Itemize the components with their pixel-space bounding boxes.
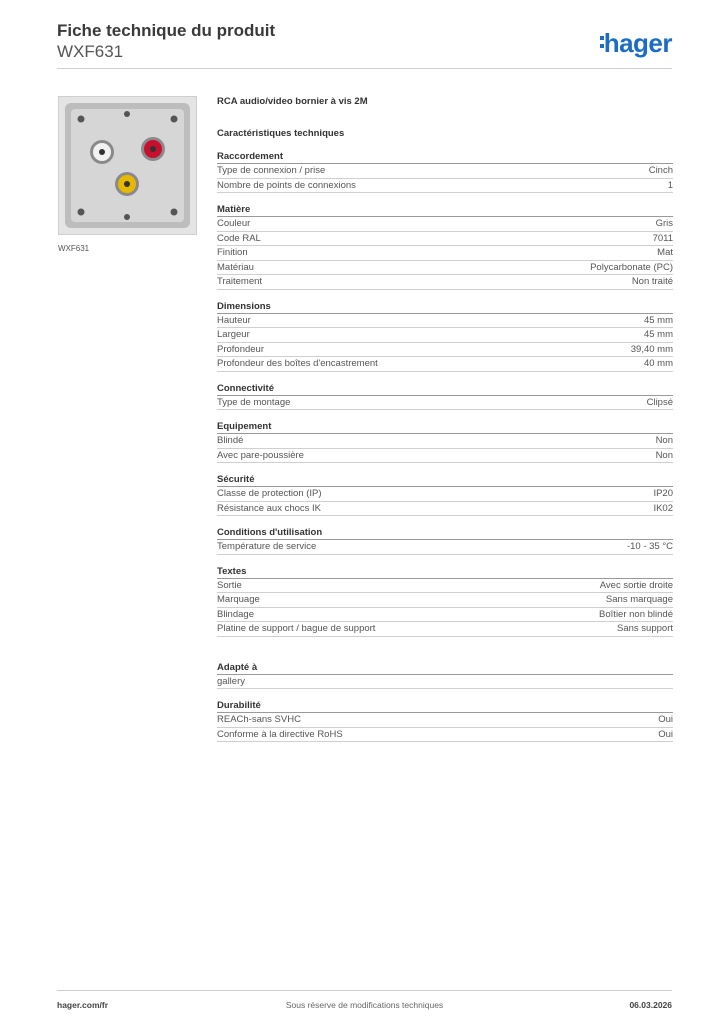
- product-reference: WXF631: [57, 42, 124, 61]
- spec-row: [217, 246, 673, 261]
- spec-value: Sans marquage: [605, 594, 673, 605]
- section-title: Durabilité: [217, 699, 673, 713]
- spec-value: 1: [667, 179, 673, 191]
- section-title: Conditions d'utilisation: [217, 526, 673, 540]
- section-title: Textes: [217, 565, 673, 579]
- spec-section: [217, 203, 673, 290]
- section-title: Matière: [217, 203, 673, 217]
- section-title: Adapté à: [217, 661, 673, 675]
- section-title: Equipement: [217, 420, 673, 434]
- spec-label: Avec pare-poussière: [217, 449, 304, 461]
- spec-value: IK02: [653, 502, 673, 514]
- spec-label: Finition: [217, 247, 248, 258]
- spec-row: [217, 217, 673, 232]
- spec-label: Marquage: [217, 594, 260, 605]
- section-spacer: [217, 647, 673, 661]
- spec-row: [217, 343, 673, 358]
- document-title: Fiche technique du produit: [57, 21, 276, 40]
- spec-section: [217, 420, 673, 463]
- spec-row: [217, 164, 673, 179]
- specifications-heading: Caractéristiques techniques: [217, 128, 345, 139]
- spec-value: Gris: [655, 218, 673, 229]
- spec-label: Nombre de points de connexions: [217, 179, 356, 191]
- spec-label: Traitement: [217, 276, 263, 287]
- spec-row: [217, 328, 673, 343]
- product-image: [58, 96, 197, 235]
- spec-value: Avec sortie droite: [599, 579, 673, 591]
- spec-label: Blindage: [217, 608, 254, 620]
- spec-row: [217, 232, 673, 247]
- spec-section: [217, 699, 673, 742]
- spec-label: Type de connexion / prise: [217, 165, 326, 176]
- spec-label: Largeur: [217, 329, 250, 340]
- spec-section: [217, 473, 673, 516]
- logo-text: hager: [603, 28, 672, 58]
- spec-label: Type de montage: [217, 396, 291, 408]
- spec-value: Oui: [658, 728, 673, 740]
- spec-row: [217, 502, 673, 517]
- spec-label: Matériau: [217, 261, 254, 273]
- section-title: Sécurité: [217, 473, 673, 487]
- spec-sections-secondary: [217, 661, 673, 743]
- spec-section: [217, 150, 673, 193]
- spec-label: Code RAL: [217, 232, 261, 244]
- spec-row: [217, 579, 673, 594]
- spec-value: Boîtier non blindé: [599, 608, 673, 620]
- spec-label: REACh-sans SVHC: [217, 714, 301, 725]
- spec-row: [217, 449, 673, 464]
- spec-value: Non traité: [631, 276, 673, 287]
- spec-value: 40 mm: [643, 358, 673, 369]
- spec-label: Sortie: [217, 579, 242, 591]
- spec-label: gallery: [217, 675, 245, 687]
- spec-label: Profondeur des boîtes d'encastrement: [217, 358, 378, 369]
- footer-date: 06.03.2026: [629, 1000, 672, 1010]
- spec-row: [217, 608, 673, 623]
- spec-section: [217, 565, 673, 637]
- document-header: [57, 20, 275, 62]
- spec-section: [217, 661, 673, 690]
- spec-value: Oui: [658, 714, 673, 725]
- spec-row: [217, 593, 673, 608]
- spec-row: [217, 713, 673, 728]
- spec-row: [217, 357, 673, 372]
- spec-value: 39,40 mm: [630, 343, 673, 355]
- spec-row: [217, 275, 673, 290]
- spec-value: Sans support: [617, 623, 673, 634]
- spec-row: [217, 675, 673, 690]
- spec-section: [217, 526, 673, 555]
- spec-value: Non: [655, 435, 673, 446]
- spec-row: [217, 728, 673, 743]
- spec-value: Clipsé: [646, 396, 673, 408]
- spec-label: Résistance aux chocs IK: [217, 502, 322, 514]
- image-caption: WXF631: [58, 244, 90, 253]
- footer-notice: Sous réserve de modifications techniques: [285, 1000, 444, 1010]
- spec-row: [217, 179, 673, 194]
- spec-label: Platine de support / bague de support: [217, 623, 376, 634]
- spec-value: 7011: [652, 232, 673, 244]
- spec-label: Classe de protection (IP): [217, 488, 322, 499]
- spec-value: -10 - 35 °C: [626, 541, 673, 552]
- spec-value: Cinch: [648, 165, 673, 176]
- hager-logo[interactable]: [600, 28, 672, 59]
- spec-value: 45 mm: [643, 329, 673, 340]
- specifications: [217, 96, 673, 752]
- page-footer: [57, 990, 672, 1011]
- rca-socket-illustration-icon: [59, 97, 196, 234]
- spec-row: [217, 487, 673, 502]
- spec-row: [217, 540, 673, 555]
- spec-row: [217, 314, 673, 329]
- spec-value: Polycarbonate (PC): [590, 261, 673, 273]
- spec-label: Profondeur: [217, 343, 265, 355]
- spec-section: [217, 300, 673, 372]
- spec-row: [217, 434, 673, 449]
- header-divider: [57, 68, 672, 69]
- spec-row: [217, 396, 673, 411]
- spec-value: 45 mm: [643, 314, 673, 326]
- spec-row: [217, 622, 673, 637]
- footer-website-link[interactable]: hager.com/fr: [57, 1000, 109, 1010]
- spec-section: [217, 382, 673, 411]
- spec-label: Hauteur: [217, 314, 251, 326]
- section-title: Dimensions: [217, 300, 673, 314]
- spec-label: Couleur: [217, 218, 251, 229]
- spec-value: Mat: [657, 247, 673, 258]
- spec-label: Blindé: [217, 435, 244, 446]
- spec-row: [217, 261, 673, 276]
- spec-value: IP20: [653, 488, 673, 499]
- product-description: RCA audio/video bornier à vis 2M: [217, 96, 368, 107]
- spec-value: Non: [655, 449, 673, 461]
- spec-sections: [217, 150, 673, 637]
- spec-label: Température de service: [217, 541, 317, 552]
- section-title: Connectivité: [217, 382, 673, 396]
- spec-label: Conforme à la directive RoHS: [217, 728, 343, 740]
- section-title: Raccordement: [217, 150, 673, 164]
